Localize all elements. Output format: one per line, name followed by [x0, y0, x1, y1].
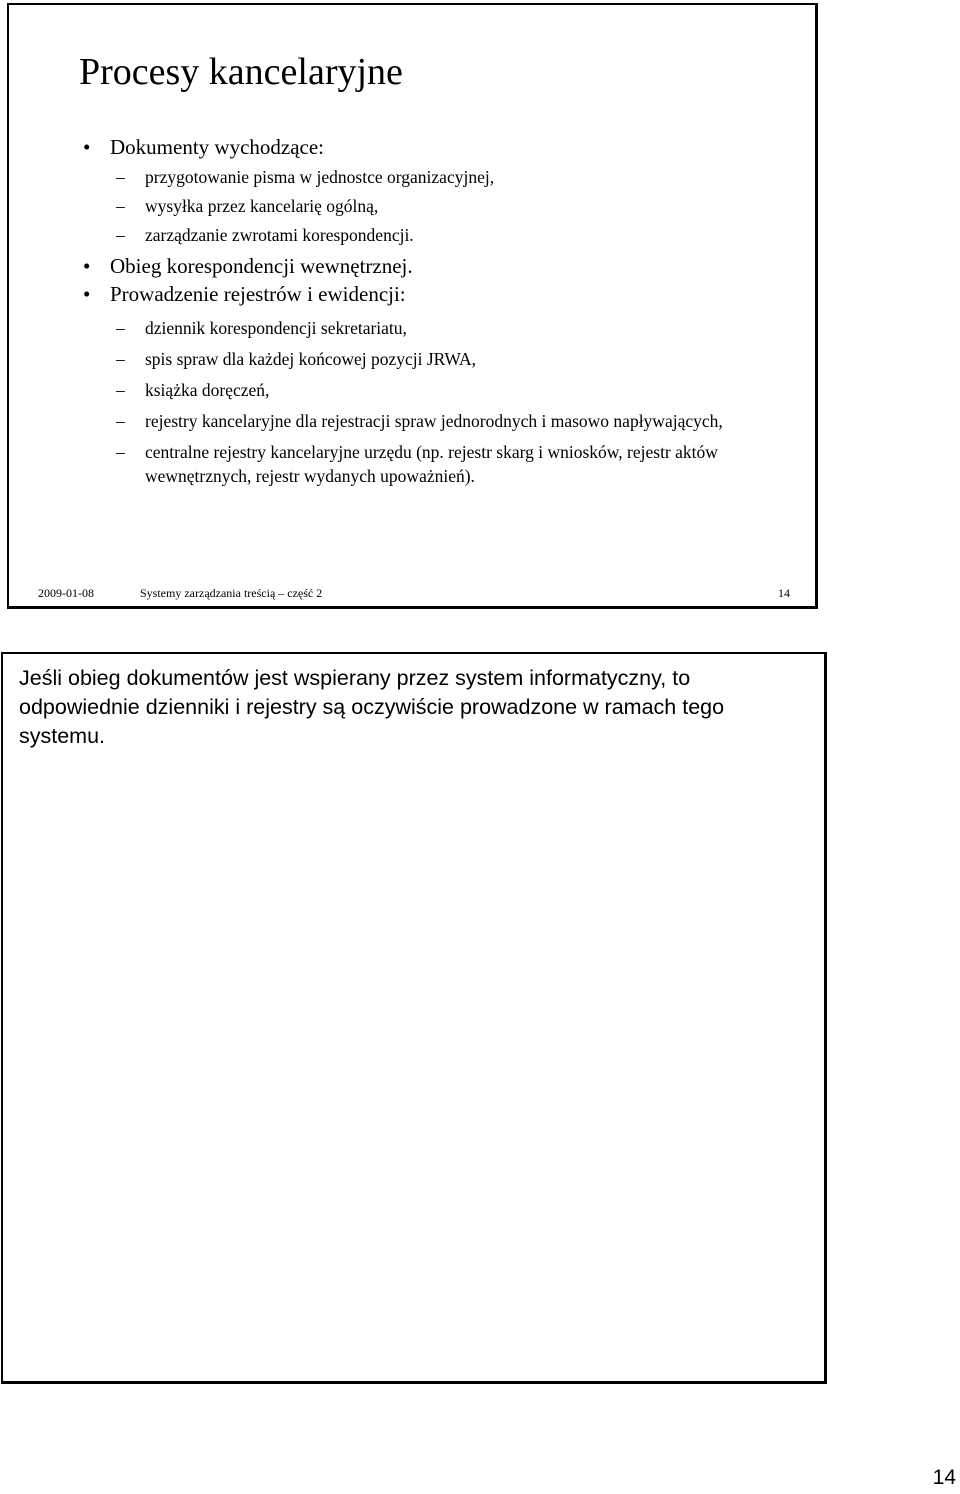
subitem	[79, 165, 779, 189]
subitem-text: zarządzanie zwrotami korespondencji.	[145, 225, 414, 245]
dash-icon: –	[116, 380, 125, 400]
bullet-item	[79, 280, 779, 308]
subitem	[79, 347, 779, 371]
subitem	[79, 378, 779, 402]
footer-date: 2009-01-08	[38, 586, 94, 600]
dash-icon: –	[116, 196, 125, 216]
subitem	[79, 223, 779, 247]
bullet-icon: •	[83, 135, 91, 159]
slide-title: Procesy kancelaryjne	[79, 51, 403, 93]
dash-icon: –	[116, 225, 125, 245]
bullet-item	[79, 252, 779, 280]
subitem-text: rejestry kancelaryjne dla rejestracji spraw jednorodnych i masowo napływających,	[145, 411, 723, 431]
bullet-item	[79, 133, 779, 161]
notes-frame	[1, 652, 827, 1384]
subitem-list	[79, 316, 779, 488]
subitem-list	[79, 165, 779, 247]
slide-frame	[7, 3, 818, 609]
subitem	[79, 194, 779, 218]
bullet-text: Dokumenty wychodzące:	[110, 135, 325, 159]
subitem	[79, 440, 779, 488]
bullet-text: Prowadzenie rejestrów i ewidencji:	[110, 282, 406, 306]
subitem-text: przygotowanie pisma w jednostce organizacyjnej,	[145, 167, 495, 187]
subitem-text: dziennik korespondencji sekretariatu,	[145, 318, 407, 338]
subitem	[79, 409, 779, 433]
dash-icon: –	[116, 318, 125, 338]
footer-title: Systemy zarządzania treścią – część 2	[140, 586, 323, 600]
subitem-text: spis spraw dla każdej końcowej pozycji JRWA,	[145, 349, 476, 369]
subitem-text: wysyłka przez kancelarię ogólną,	[145, 196, 379, 216]
subitem-text: centralne rejestry kancelaryjne urzędu (np. rejestr skarg i wniosków, rejestr aktów wewnętrznych, rejestr wydanych upoważnień).	[145, 442, 718, 486]
notes-text: Jeśli obieg dokumentów jest wspierany przez system informatyczny, to odpowiednie dzienniki i rejestry są oczywiście prowadzone w ramach tego systemu.	[19, 666, 725, 748]
dash-icon: –	[116, 349, 125, 369]
page-number: 14	[932, 1466, 956, 1489]
subitem-text: książka doręczeń,	[145, 380, 270, 400]
dash-icon: –	[116, 167, 125, 187]
footer-slide-number: 14	[778, 586, 790, 600]
dash-icon: –	[116, 411, 125, 431]
slide-content	[79, 133, 779, 488]
bullet-icon: •	[83, 282, 91, 306]
subitem	[79, 316, 779, 340]
bullet-icon: •	[83, 254, 91, 278]
dash-icon: –	[116, 442, 125, 462]
bullet-text: Obieg korespondencji wewnętrznej.	[110, 254, 413, 278]
